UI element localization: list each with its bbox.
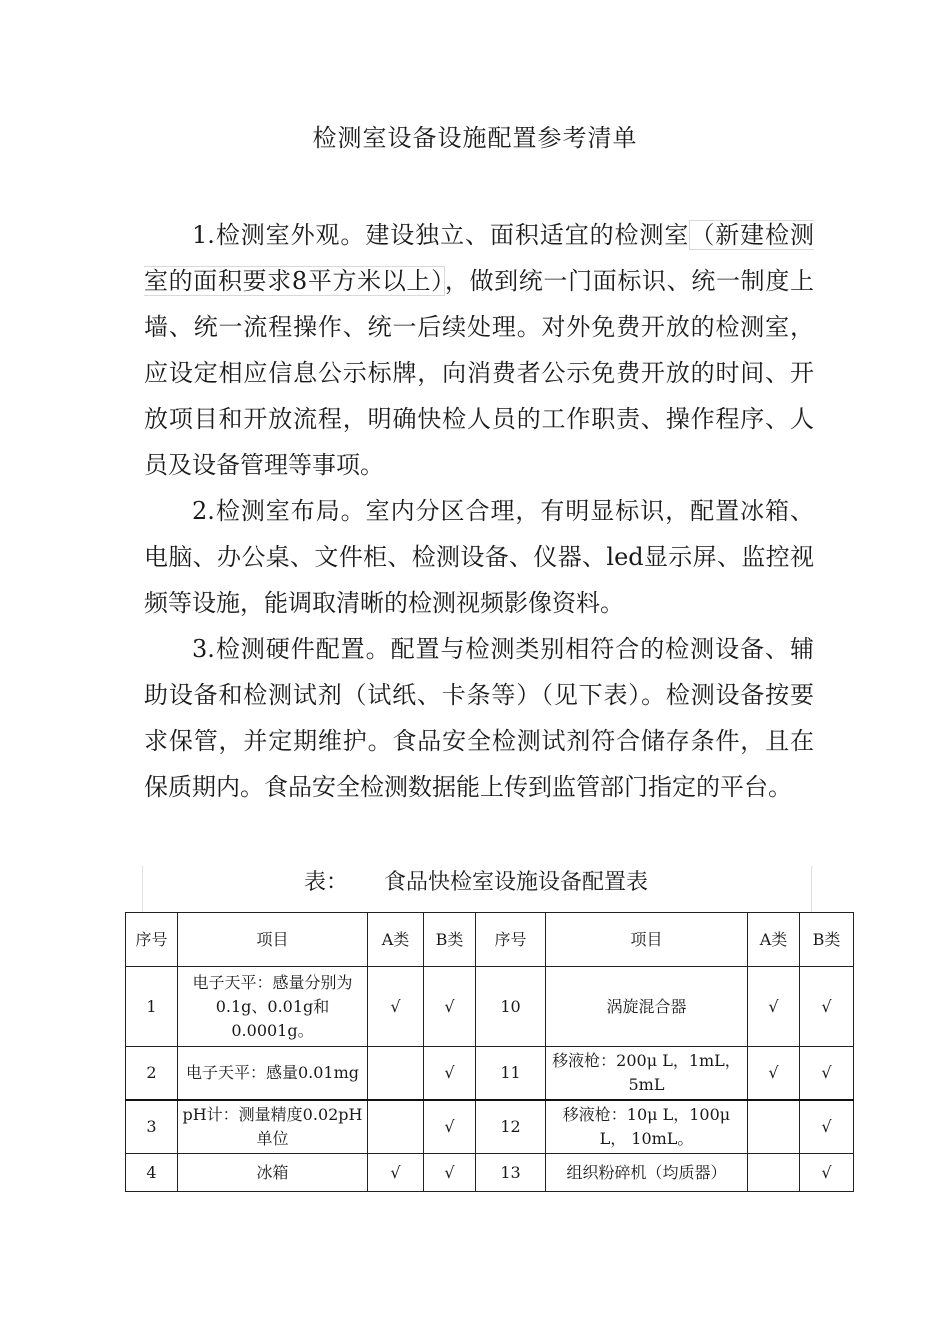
row-b-right: √ <box>800 967 854 1047</box>
table-caption-prefix: 表： <box>303 870 348 895</box>
row-b-left: √ <box>424 967 476 1047</box>
row-item-left: pH计：测量精度0.02pH单位 <box>178 1100 368 1154</box>
table-header-row <box>126 913 854 967</box>
row-item-left: 冰箱 <box>178 1154 368 1192</box>
row-b-right: √ <box>800 1047 854 1101</box>
paragraph-1-text-c: ，做到统一门面标识、统一制度上墙、统一流程操作、统一后续处理。对外免费开放的检测室，应设定相应信息公示标牌，向消费者公示免费开放的时间、开放项目和开放流程，明确快检人员的工作职责、操作程序、人员及设备管理等事项。 <box>144 267 814 479</box>
row-a-left: √ <box>368 1154 424 1192</box>
row-no-left: 1 <box>126 967 178 1047</box>
row-item-left: 电子天平：感量分别为0.1g、0.01g和0.0001g。 <box>178 967 368 1047</box>
row-b-right: √ <box>800 1100 854 1154</box>
header-no-right: 序号 <box>476 913 546 967</box>
row-item-right: 涡旋混合器 <box>546 967 748 1047</box>
table-row <box>126 967 854 1047</box>
row-item-left: 电子天平：感量0.01mg <box>178 1047 368 1101</box>
row-b-left: √ <box>424 1100 476 1154</box>
paragraph-1 <box>144 212 814 488</box>
paragraph-1-text-a: 1.检测室外观。建设独立、面积适宜的检测室 <box>192 221 690 249</box>
row-no-right: 10 <box>476 967 546 1047</box>
row-no-right: 11 <box>476 1047 546 1101</box>
row-no-left: 2 <box>126 1047 178 1101</box>
row-a-right <box>748 1100 800 1154</box>
header-b-left: B类 <box>424 913 476 967</box>
table-caption-text: 食品快检室设施设备配置表 <box>384 870 649 895</box>
header-item-left: 项目 <box>178 913 368 967</box>
row-b-right: √ <box>800 1154 854 1192</box>
row-no-right: 12 <box>476 1100 546 1154</box>
row-b-left: √ <box>424 1154 476 1192</box>
row-a-right: √ <box>748 1047 800 1101</box>
row-no-right: 13 <box>476 1154 546 1192</box>
row-item-right: 组织粉碎机（均质器） <box>546 1154 748 1192</box>
table-row <box>126 1047 854 1101</box>
row-a-right: √ <box>748 967 800 1047</box>
header-a-left: A类 <box>368 913 424 967</box>
row-item-right: 移液枪：10μ L，100μ L， 10mL。 <box>546 1100 748 1154</box>
row-item-right: 移液枪：200μ L，1mL，5mL <box>546 1047 748 1101</box>
table-row <box>126 1100 854 1154</box>
row-b-left: √ <box>424 1047 476 1101</box>
header-no-left: 序号 <box>126 913 178 967</box>
row-no-left: 4 <box>126 1154 178 1192</box>
row-a-left <box>368 1047 424 1101</box>
row-a-right <box>748 1154 800 1192</box>
document-title: 检测室设备设施配置参考清单 <box>312 124 638 152</box>
table-row <box>126 1154 854 1192</box>
equipment-table <box>125 912 854 1192</box>
paragraph-2: 2.检测室布局。室内分区合理，有明显标识，配置冰箱、电脑、办公桌、文件柜、检测设备、仪器、led显示屏、监控视频等设施，能调取清晰的检测视频影像资料。 <box>144 497 814 617</box>
row-no-left: 3 <box>126 1100 178 1154</box>
header-item-right: 项目 <box>546 913 748 967</box>
header-b-right: B类 <box>800 913 854 967</box>
row-a-left <box>368 1100 424 1154</box>
header-a-right: A类 <box>748 913 800 967</box>
table-caption <box>142 866 810 900</box>
paragraph-3: 3.检测硬件配置。配置与检测类别相符合的检测设备、辅助设备和检测试剂（试纸、卡条等）（见下表）。检测设备按要求保管，并定期维护。食品安全检测试剂符合储存条件，且在保质期内。食品安全检测数据能上传到监管部门指定的平台。 <box>144 635 814 801</box>
paragraph-1-highlighted-text: （新建检测室的面积要求8平方米以上） <box>144 221 814 295</box>
document-body <box>144 212 814 810</box>
row-a-left: √ <box>368 967 424 1047</box>
